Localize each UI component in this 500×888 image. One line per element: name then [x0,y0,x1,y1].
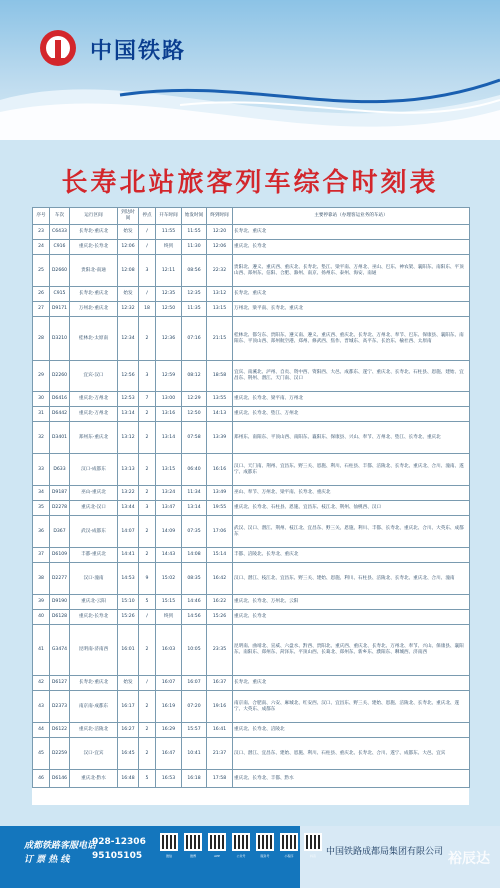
table-cell: D2277 [50,563,70,595]
table-cell: 2 [139,454,156,486]
qr-label: 微博 [189,854,196,858]
stops-cell: 桂林北、都匀东、贵阳东、遵义南、遵义、重庆西、重庆北、长寿北、万州北、奉节、巴东、保康县、襄阳东、南阳东、平顶山西、郑州航空港、郑州、修武西、焦作、晋城东、高平东、长治东、榆社西、太原南 [233,317,470,361]
stops-cell: 昆明南、曲靖北、宣威、六盘水、黔西、贵阳北、重庆西、重庆北、长寿北、万州北、奉节、兴山、保康县、襄阳东、南阳东、郑州东、菏泽东、平顶山西、长葛北、郑州东、新乡东、濮阳东、聊城西、济南西 [233,625,470,676]
table-cell: D2278 [50,501,70,516]
table-row [33,486,470,501]
table-cell: 13:16 [156,407,182,422]
table-cell: 12:06 [118,240,139,255]
table-cell: 巫山-重庆北 [70,486,118,501]
table-cell: 7 [139,392,156,407]
table-cell: 2 [139,691,156,723]
table-cell: 郑州东-重庆北 [70,422,118,454]
table-cell: 46 [33,770,50,788]
stops-cell: 南京南、合肥南、六安、麻城北、红安西、汉口、宜昌东、野三关、建始、恩施、涪陵北、长寿北、重庆北、遂宁、大英东、成都东 [233,691,470,723]
stops-cell: 丰都、涪陵北、长寿北、重庆北 [233,548,470,563]
table-cell: 16:07 [182,676,207,691]
table-cell: 11:34 [182,486,207,501]
table-cell: 13:15 [207,302,233,317]
qr-code-icon [232,833,250,851]
col-header: 终到时间 [207,208,233,225]
table-row [33,454,470,486]
table-cell: D633 [50,454,70,486]
table-cell: 12:35 [156,287,182,302]
table-cell: D9187 [50,486,70,501]
table-cell: 08:56 [182,255,207,287]
table-cell: / [139,287,156,302]
table-cell: 21:15 [207,317,233,361]
table-cell: 26 [33,287,50,302]
table-cell: 武汉-成都东 [70,516,118,548]
order-phone: 95105105 [92,851,143,861]
table-cell: 汉口-成都东 [70,454,118,486]
table-cell: 14:41 [118,548,139,563]
table-cell: C916 [50,240,70,255]
table-cell: 12:32 [118,302,139,317]
table-cell: 11:55 [182,225,207,240]
wave-decoration [0,0,500,140]
table-cell: 13:24 [156,486,182,501]
table-cell: 14:43 [156,548,182,563]
table-row [33,548,470,563]
table-cell: 18 [139,302,156,317]
table-cell: 2 [139,738,156,770]
table-row [33,595,470,610]
table-cell: 2 [139,548,156,563]
table-cell: 2 [139,422,156,454]
table-cell: 重庆北-云阳 [70,595,118,610]
table-cell: D9171 [50,302,70,317]
table-cell: 昆明南-济南西 [70,625,118,676]
table-cell: 11:30 [182,240,207,255]
table-cell: 17:58 [207,770,233,788]
col-header: 运行区间 [70,208,118,225]
stops-cell: 郑州东、南阳东、平顶山西、南阳东、襄阳东、保康县、兴山、奉节、万州北、垫江、长寿北、重庆北 [233,422,470,454]
table-cell: D6146 [50,770,70,788]
table-cell: 16:29 [156,723,182,738]
stops-cell: 长寿北、重庆北 [233,287,470,302]
col-header: 序号 [33,208,50,225]
col-header: 到达时间 [118,208,139,225]
table-row [33,407,470,422]
stops-cell: 武汉、汉口、潜江、荆州、枝江北、宜昌东、野三关、恩施、利川、丰都、长寿北、重庆北、合川、大英东、成都东 [233,516,470,548]
timetable-grid [32,207,470,788]
table-cell: 汉口-潼南 [70,563,118,595]
table-cell: 17:06 [207,516,233,548]
stops-cell: 重庆北、长寿北、垫江、万州北 [233,407,470,422]
table-cell: 07:16 [182,317,207,361]
stops-cell: 汉口、潜江、枝江北、宜昌东、野三关、建始、恩施、利川、石柱县、涪陵北、长寿北、重庆北、合川、潼南 [233,563,470,595]
table-cell: 终到 [156,610,182,625]
qr-label: 服务号 [260,854,270,858]
table-cell: 15:10 [118,595,139,610]
table-cell: 13:44 [118,501,139,516]
table-cell: 16:19 [156,691,182,723]
table-cell: 始发 [118,676,139,691]
table-cell: 13:22 [118,486,139,501]
stops-cell: 巫山、奉节、万州北、梁平南、长寿北、重庆北 [233,486,470,501]
stops-cell: 重庆北、长寿北 [233,240,470,255]
table-cell: 2 [139,317,156,361]
table-cell: D6127 [50,676,70,691]
table-cell: 12:56 [118,361,139,392]
header-row [33,208,470,225]
table-row [33,610,470,625]
stops-cell: 重庆北、长寿北、涪陵北 [233,723,470,738]
table-cell: 15:02 [156,563,182,595]
table-cell: 13:00 [156,392,182,407]
table-row [33,676,470,691]
table-cell: 15:26 [118,610,139,625]
table-row [33,516,470,548]
table-cell: 2 [139,625,156,676]
stops-cell: 万州北、梁平南、长寿北、重庆北 [233,302,470,317]
footer [0,826,500,888]
table-cell: 16:03 [156,625,182,676]
table-row [33,422,470,454]
table-cell: 16:18 [182,770,207,788]
table-cell: 12:35 [182,287,207,302]
table-cell: D2660 [50,255,70,287]
table-cell: 35 [33,501,50,516]
table-cell: 44 [33,723,50,738]
table-cell: 16:27 [118,723,139,738]
table-cell: 18:58 [207,361,233,392]
table-cell: 10:41 [182,738,207,770]
table-cell: 16:07 [156,676,182,691]
qr-label: 抖音 [309,854,316,858]
table-cell: 3 [139,361,156,392]
stops-cell: 重庆北、长寿北、丰都、黔水 [233,770,470,788]
table-cell: 重庆北-万州北 [70,392,118,407]
table-cell: 08:35 [182,563,207,595]
table-cell: 桂林北-太原南 [70,317,118,361]
table-cell: 38 [33,563,50,595]
table-cell: 汉口-宜宾 [70,738,118,770]
table-row [33,563,470,595]
stops-cell: 重庆北、长寿北、梁平南、万州北 [233,392,470,407]
table-cell: 16:22 [207,595,233,610]
table-cell: D2260 [50,361,70,392]
stops-cell: 汉口、天门南、荆州、宜昌东、野三关、恩施、利川、石柱县、丰都、涪陵北、长寿北、重庆北、合川、潼南、遂宁、成都东 [233,454,470,486]
table-cell: 10:05 [182,625,207,676]
table-cell: 12:36 [156,317,182,361]
table-row [33,738,470,770]
table-cell: C6433 [50,225,70,240]
table-cell: G3474 [50,625,70,676]
table-cell: 43 [33,691,50,723]
table-row [33,317,470,361]
stops-cell: 长寿北、重庆北 [233,676,470,691]
table-cell: 14:13 [207,407,233,422]
table-cell: 28 [33,317,50,361]
table-cell: 13:12 [118,422,139,454]
table-cell: 34 [33,486,50,501]
table-cell: 13:15 [156,454,182,486]
table-cell: 33 [33,454,50,486]
table-cell: 30 [33,392,50,407]
table-row [33,287,470,302]
table-cell: / [139,676,156,691]
qr-label: APP [214,854,220,858]
table-row [33,361,470,392]
china-railway-logo-icon [38,28,78,68]
table-cell: 11:35 [182,302,207,317]
table-cell: 16:16 [207,454,233,486]
table-cell: D6122 [50,723,70,738]
table-cell: / [139,240,156,255]
table-cell: 16:37 [207,676,233,691]
table-cell: 12:06 [207,240,233,255]
table-row [33,225,470,240]
table-cell: 13:49 [207,486,233,501]
table-cell: 25 [33,255,50,287]
table-row [33,302,470,317]
table-cell: 终到 [156,240,182,255]
table-cell: / [139,225,156,240]
col-header: 车次 [50,208,70,225]
table-cell: 16:01 [118,625,139,676]
table-cell: 2 [139,723,156,738]
table-cell: 14:46 [182,595,207,610]
table-cell: D6109 [50,548,70,563]
table-cell: D2373 [50,691,70,723]
table-cell: 16:42 [207,563,233,595]
stops-cell: 汉口、潜江、宜昌东、建始、恩施、利川、石柱县、重庆北、长寿北、合川、遂宁、成都东、大邑、宜宾 [233,738,470,770]
table-cell: 3 [139,255,156,287]
table-row [33,770,470,788]
table-cell: 12:53 [118,392,139,407]
table-cell: 24 [33,240,50,255]
table-cell: 长寿北-重庆北 [70,676,118,691]
table-cell: 19:55 [207,501,233,516]
table-cell: D2259 [50,738,70,770]
table-cell: 29 [33,361,50,392]
table-cell: 31 [33,407,50,422]
table-cell: 14:56 [182,610,207,625]
stops-cell: 贵阳北、遵义、重庆西、重庆北、长寿北、垫江、梁平南、万州北、巫山、巴东、神农架、襄阳东、南阳东、平顶山西、郑州东、信阳、合肥、滁州、南京、扬州东、泰州、海安、南通 [233,255,470,287]
table-cell: 32 [33,422,50,454]
table-cell: 12:08 [118,255,139,287]
table-cell: D3210 [50,317,70,361]
table-cell: 19:16 [207,691,233,723]
table-cell: 11:55 [156,225,182,240]
table-cell: 15:15 [156,595,182,610]
table-cell: 16:17 [118,691,139,723]
table-cell: 南京南-成都东 [70,691,118,723]
table-cell: 12:50 [182,407,207,422]
table-cell: 42 [33,676,50,691]
hotline-phone: 028-12306 [92,837,146,847]
table-cell: 13:47 [156,501,182,516]
stops-cell: 宜宾、南溪北、泸州、自贡、资中西、资阳西、大邑、成都东、遂宁、重庆北、长寿北、石柱县、恩施、建始、宜昌东、荆州、潜江、天门南、汉口 [233,361,470,392]
table-cell: 12:59 [156,361,182,392]
table-cell: 15:57 [182,723,207,738]
table-row [33,625,470,676]
table-cell: 5 [139,595,156,610]
qr-code-icon [304,833,322,851]
table-row [33,501,470,516]
table-cell: 07:58 [182,422,207,454]
table-cell: 16:53 [156,770,182,788]
qr-code-icon [280,833,298,851]
table-cell: 27 [33,302,50,317]
table-cell: 2 [139,407,156,422]
stops-cell: 重庆北、长寿北、石柱县、恩施、宜昌东、枝江北、荆州、仙桃西、汉口 [233,501,470,516]
table-cell: 12:34 [118,317,139,361]
table-cell: 5 [139,770,156,788]
table-cell: 23 [33,225,50,240]
table-cell: D6442 [50,407,70,422]
table-cell: 贵阳北-南通 [70,255,118,287]
table-cell: 21:37 [207,738,233,770]
table-cell: 13:55 [207,392,233,407]
table-cell: 15:26 [207,610,233,625]
table-cell: 始发 [118,225,139,240]
table-cell: 14:07 [118,516,139,548]
table-cell: 45 [33,738,50,770]
table-cell: 3 [139,501,156,516]
table-cell: 06:40 [182,454,207,486]
table-row [33,691,470,723]
table-cell: 12:20 [207,225,233,240]
table-cell: 长寿北-重庆北 [70,225,118,240]
qr-code-icon [208,833,226,851]
table-cell: D9190 [50,595,70,610]
table-cell: 41 [33,625,50,676]
table-cell: 16:41 [207,723,233,738]
table-cell: 重庆北-长寿北 [70,610,118,625]
table-cell: 16:48 [118,770,139,788]
table-cell: 万州北-重庆北 [70,302,118,317]
table-cell: 9 [139,563,156,595]
table-cell: 08:12 [182,361,207,392]
table-cell: D6128 [50,610,70,625]
table-cell: 14:08 [182,548,207,563]
brand-name: 中国铁路 [90,39,187,64]
col-header: 停点 [139,208,156,225]
table-cell: 22:32 [207,255,233,287]
table-row [33,240,470,255]
table-cell: 13:14 [156,422,182,454]
table-cell: 16:47 [156,738,182,770]
table-cell: C915 [50,287,70,302]
header-banner [0,0,500,140]
table-cell: 重庆北-涪陵北 [70,723,118,738]
table-cell: 重庆北-万州北 [70,407,118,422]
table-cell: 14:09 [156,516,182,548]
hotline-label: 成都铁路客服电话 [24,841,97,851]
table-cell: 40 [33,610,50,625]
qr-label: 公众号 [236,854,246,858]
table-cell: 15:14 [207,548,233,563]
table-cell: 重庆北-黔水 [70,770,118,788]
table-cell: 23:35 [207,625,233,676]
table-cell: / [139,610,156,625]
table-cell: 14:53 [118,563,139,595]
table-cell: 2 [139,516,156,548]
watermark: 裕辰达 [448,851,490,867]
table-cell: 13:14 [182,501,207,516]
qr-label: 微信 [165,854,172,858]
table-cell: D367 [50,516,70,548]
qr-code-icon [184,833,202,851]
table-cell: 12:29 [182,392,207,407]
table-cell: 13:39 [207,422,233,454]
bureau-name: 中国铁路成都局集团有限公司 [326,847,444,857]
table-cell: 16:45 [118,738,139,770]
qr-label: 小程序 [284,854,294,858]
table-cell: 36 [33,516,50,548]
table-row [33,392,470,407]
timetable [32,207,469,805]
stops-cell: 重庆北、长寿北 [233,610,470,625]
table-row [33,723,470,738]
table-cell: 13:14 [118,407,139,422]
table-row [33,255,470,287]
table-cell: 13:12 [207,287,233,302]
table-cell: 始发 [118,287,139,302]
stops-cell: 长寿北、重庆北 [233,225,470,240]
table-cell: 12:11 [156,255,182,287]
table-cell: 长寿北-重庆北 [70,287,118,302]
table-cell: 重庆北-长寿北 [70,240,118,255]
table-cell: D6416 [50,392,70,407]
col-header: 始发时间 [182,208,207,225]
page-title: 长寿北站旅客列车综合时刻表 [61,168,439,198]
table-cell: 07:35 [182,516,207,548]
qr-code-icon [256,833,274,851]
qr-code-icon [160,833,178,851]
col-header: 主要停靠站（办理客运业务的车站） [233,208,470,225]
stops-cell: 重庆北、长寿北、万州北、云阳 [233,595,470,610]
table-cell: 39 [33,595,50,610]
table-cell: 丰都-重庆北 [70,548,118,563]
table-cell: 重庆北-汉口 [70,501,118,516]
table-cell: D3401 [50,422,70,454]
table-cell: 07:20 [182,691,207,723]
table-cell: 2 [139,486,156,501]
col-header: 开车时间 [156,208,182,225]
table-cell: 12:50 [156,302,182,317]
table-cell: 宜宾-汉口 [70,361,118,392]
order-label: 订 票 热 线 [24,855,70,865]
table-cell: 13:13 [118,454,139,486]
table-cell: 37 [33,548,50,563]
